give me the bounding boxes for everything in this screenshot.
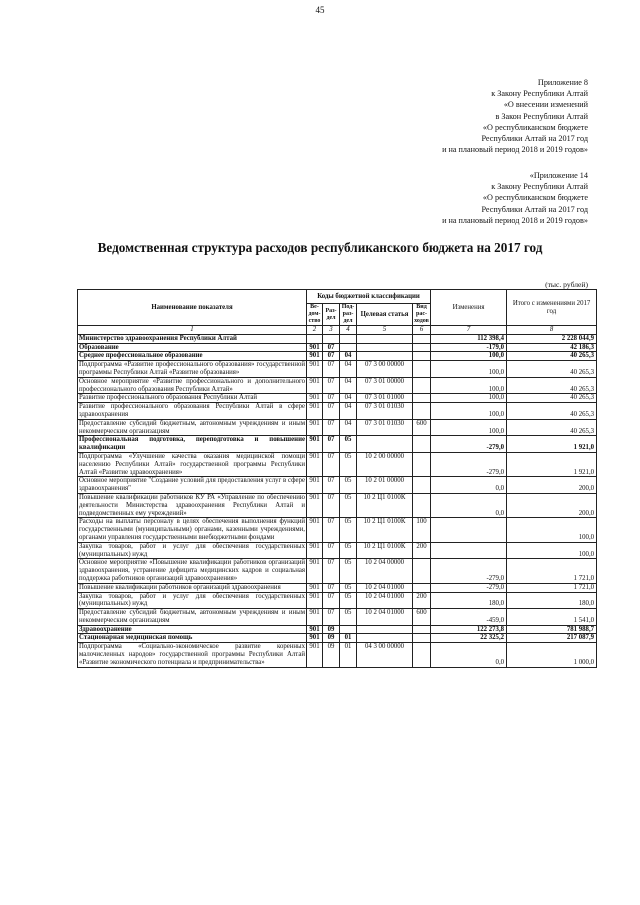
- row-razdel: 09: [323, 643, 340, 667]
- row-ved: 901: [307, 477, 323, 494]
- row-podrazdel: 04: [340, 394, 357, 403]
- row-ved: 901: [307, 493, 323, 517]
- appendix-line: и на плановый период 2018 и 2019 годов»: [442, 145, 588, 155]
- row-target: [357, 343, 413, 352]
- column-number: 7: [431, 326, 507, 335]
- row-total: 1 921,0: [507, 436, 597, 453]
- row-total: 1 721,0: [507, 583, 597, 592]
- row-total: 200,0: [507, 493, 597, 517]
- row-name: Подпрограмма «Улучшение качества оказания медицинской помощи населению Республики Алтай» государственной программы Республики Алтай «Развитие здравоохранения»: [79, 452, 305, 476]
- row-change: -459,0: [431, 609, 507, 626]
- row-total: 40 265,3: [507, 419, 597, 436]
- row-vid: [413, 352, 431, 361]
- row-total: 40 265,3: [507, 361, 597, 378]
- appendix-line: «О внесении изменений: [503, 100, 588, 110]
- row-podrazdel: 04: [340, 377, 357, 394]
- header-vid: Вид рас-ходов: [414, 304, 429, 324]
- row-vid: [413, 643, 431, 667]
- row-razdel: 07: [323, 352, 340, 361]
- appendix-line: «О республиканском бюджете: [482, 193, 588, 203]
- row-total: 1 921,0: [507, 452, 597, 476]
- row-name: Предоставление субсидий бюджетным, автономным учреждениям и иным некоммерческим организациям: [79, 419, 305, 435]
- row-ved: 901: [307, 609, 323, 626]
- header-changes: Изменения: [431, 290, 507, 326]
- row-vid: [413, 394, 431, 403]
- row-vid: [413, 452, 431, 476]
- row-ved: 901: [307, 394, 323, 403]
- table-row: [78, 334, 597, 343]
- header-codes: Коды бюджетной классификации: [307, 290, 431, 304]
- row-name: Основное мероприятие «Повышение квалификации работников организаций здравоохранения, устранение дефицита медицинских кадров и социальная поддержка работников организаций здравоохранения»: [79, 559, 305, 582]
- row-razdel: 07: [323, 592, 340, 609]
- row-target: 07 3 01 01030: [357, 419, 413, 436]
- document-title: Ведомственная структура расходов республиканского бюджета на 2017 год: [97, 240, 543, 255]
- table-row: [78, 625, 597, 634]
- row-change: -179,0: [431, 343, 507, 352]
- row-change: -279,0: [431, 559, 507, 583]
- table-row: [78, 518, 597, 542]
- appendix-line: к Закону Республики Алтай: [491, 182, 588, 192]
- row-target: 10 2 04 01000: [357, 609, 413, 626]
- row-vid: [413, 334, 431, 343]
- row-podrazdel: 05: [340, 493, 357, 517]
- row-podrazdel: 05: [340, 477, 357, 494]
- row-total: 1 000,0: [507, 643, 597, 667]
- row-ved: 901: [307, 361, 323, 378]
- row-vid: [413, 343, 431, 352]
- row-total: 40 265,3: [507, 394, 597, 403]
- row-ved: [307, 334, 323, 343]
- table-row: [78, 343, 597, 352]
- table-row: [78, 559, 597, 583]
- row-vid: 200: [413, 592, 431, 609]
- row-razdel: 07: [323, 609, 340, 626]
- row-ved: 901: [307, 452, 323, 476]
- row-target: 10 2 00 00000: [357, 452, 413, 476]
- row-target: 10 2 Ц1 0100К: [357, 542, 413, 559]
- table-row: [78, 634, 597, 643]
- row-podrazdel: 04: [340, 419, 357, 436]
- table-row: [78, 377, 597, 394]
- row-podrazdel: 05: [340, 592, 357, 609]
- table-row: [78, 609, 597, 626]
- header-total: Итого с изменениями 2017 год: [507, 290, 597, 326]
- row-change: -279,0: [431, 583, 507, 592]
- row-name: Расходы на выплаты персоналу в целях обеспечения выполнения функций государственными (муниципальными) органами, казенными учреждениями, органами управления государственными внебюджетными фондами: [79, 518, 305, 541]
- row-ved: 901: [307, 542, 323, 559]
- appendix-line: Республики Алтай на 2017 год: [481, 204, 588, 214]
- column-number: 5: [357, 326, 413, 335]
- table-row: [78, 352, 597, 361]
- row-ved: 901: [307, 643, 323, 667]
- row-name: Образование: [78, 343, 307, 352]
- row-change: 0,0: [431, 477, 507, 494]
- row-podrazdel: [340, 334, 357, 343]
- appendix-line: и на плановый период 2018 и 2019 годов»: [442, 215, 588, 225]
- row-target: [357, 436, 413, 453]
- row-target: [357, 625, 413, 634]
- row-podrazdel: 04: [340, 361, 357, 378]
- row-target: 07 3 01 01030: [357, 403, 413, 420]
- row-change: 100,0: [431, 352, 507, 361]
- row-change: 100,0: [431, 361, 507, 378]
- appendix-8-reference: [442, 77, 588, 155]
- row-total: 42 186,3: [507, 343, 597, 352]
- row-vid: 600: [413, 609, 431, 626]
- row-razdel: 07: [323, 583, 340, 592]
- row-razdel: 07: [323, 403, 340, 420]
- row-podrazdel: 04: [340, 403, 357, 420]
- table-row: [78, 419, 597, 436]
- row-ved: 901: [307, 559, 323, 583]
- row-target: 10 2 01 00000: [357, 477, 413, 494]
- table-row: [78, 583, 597, 592]
- row-podrazdel: 05: [340, 542, 357, 559]
- row-target: 10 2 Ц1 0100К: [357, 493, 413, 517]
- row-razdel: 09: [323, 625, 340, 634]
- column-number: 3: [323, 326, 340, 335]
- row-target: 04 3 00 00000: [357, 643, 413, 667]
- table-row: [78, 403, 597, 420]
- row-podrazdel: 01: [340, 643, 357, 667]
- row-ved: 901: [307, 377, 323, 394]
- table-row: [78, 592, 597, 609]
- units-label: (тыс. рублей): [545, 280, 588, 289]
- row-change: -279,0: [431, 452, 507, 476]
- table-row: [78, 436, 597, 453]
- appendix-line: Приложение 8: [537, 78, 588, 87]
- table-row: [78, 542, 597, 559]
- row-total: 40 265,3: [507, 377, 597, 394]
- row-total: 100,0: [507, 542, 597, 559]
- row-podrazdel: 05: [340, 583, 357, 592]
- row-total: 200,0: [507, 477, 597, 494]
- row-podrazdel: 05: [340, 436, 357, 453]
- row-ved: 901: [307, 403, 323, 420]
- row-ved: 901: [307, 352, 323, 361]
- row-razdel: 07: [323, 377, 340, 394]
- row-name: Развитие профессионального образования Республики Алтай: [78, 394, 307, 403]
- row-total: 40 265,3: [507, 352, 597, 361]
- column-number: 4: [340, 326, 357, 335]
- header-razdel: Раз-дел: [323, 304, 340, 326]
- row-ved: 901: [307, 436, 323, 453]
- row-vid: [413, 559, 431, 583]
- row-podrazdel: 05: [340, 609, 357, 626]
- row-change: [431, 542, 507, 559]
- column-number: 6: [413, 326, 431, 335]
- row-change: 100,0: [431, 377, 507, 394]
- page-number: 45: [315, 5, 325, 15]
- column-number: 2: [307, 326, 323, 335]
- row-ved: 901: [307, 518, 323, 542]
- row-razdel: 07: [323, 542, 340, 559]
- row-razdel: 07: [323, 361, 340, 378]
- row-target: 07 3 00 00000: [357, 361, 413, 378]
- row-podrazdel: 05: [340, 559, 357, 583]
- row-total: 217 087,9: [507, 634, 597, 643]
- row-name: Стационарная медицинская помощь: [78, 634, 307, 643]
- row-name: Министерство здравоохранения Республики Алтай: [78, 334, 307, 343]
- row-vid: 200: [413, 542, 431, 559]
- row-change: -279,0: [431, 436, 507, 453]
- row-total: 1 541,0: [507, 609, 597, 626]
- row-razdel: 07: [323, 343, 340, 352]
- row-change: 0,0: [431, 643, 507, 667]
- header-name: Наименование показателя: [78, 290, 307, 326]
- row-razdel: 09: [323, 634, 340, 643]
- row-vid: [413, 477, 431, 494]
- table-row: [78, 477, 597, 494]
- row-vid: [413, 625, 431, 634]
- row-vid: [413, 583, 431, 592]
- row-razdel: 07: [323, 436, 340, 453]
- row-name: Предоставление субсидий бюджетным, автономным учреждениям и иным некоммерческим организациям: [79, 609, 305, 624]
- row-target: [357, 334, 413, 343]
- row-vid: [413, 403, 431, 420]
- row-vid: [413, 493, 431, 517]
- row-ved: 901: [307, 625, 323, 634]
- row-change: 100,0: [431, 394, 507, 403]
- row-ved: 901: [307, 583, 323, 592]
- row-podrazdel: 01: [340, 634, 357, 643]
- appendix-line: к Закону Республики Алтай: [491, 89, 588, 99]
- header-podrazdel: Под-раз-дел: [340, 304, 357, 326]
- row-podrazdel: 05: [340, 518, 357, 542]
- row-name: Подпрограмма «Развитие профессионального образования» государственной программы Республики Алтай «Развитие образования»: [79, 361, 305, 376]
- appendix-14-reference: [442, 170, 588, 226]
- row-ved: 901: [307, 592, 323, 609]
- row-podrazdel: 05: [340, 452, 357, 476]
- row-change: 100,0: [431, 419, 507, 436]
- table-row: [78, 643, 597, 667]
- row-podrazdel: [340, 625, 357, 634]
- row-name: Основное мероприятие «Развитие профессионального и дополнительного профессионального образования Республики Алтай»: [79, 377, 305, 393]
- row-change: 0,0: [431, 493, 507, 517]
- table-row: [78, 452, 597, 476]
- row-ved: 901: [307, 419, 323, 436]
- row-target: 07 3 01 00000: [357, 377, 413, 394]
- table-body: [78, 334, 597, 667]
- row-target: 10 2 04 01000: [357, 583, 413, 592]
- row-razdel: 07: [323, 394, 340, 403]
- row-name: Основное мероприятие "Создание условий для предоставления услуг в сфере здравоохранения": [79, 477, 305, 493]
- row-name: Развитие профессионального образования Республики Алтай в сфере здравоохранения: [79, 403, 305, 418]
- row-name: Подпрограмма «Социально-экономическое развитие коренных малочисленных народов» государственной программы Республики Алтай «Развитие экономического потенциала и предпринимательства»: [79, 643, 305, 666]
- row-vid: [413, 377, 431, 394]
- row-target: 10 2 04 01000: [357, 592, 413, 609]
- row-change: 122 273,8: [431, 625, 507, 634]
- row-name: Закупка товаров, работ и услуг для обеспечения государственных (муниципальных) нужд: [79, 592, 305, 608]
- row-razdel: 07: [323, 419, 340, 436]
- row-vid: [413, 634, 431, 643]
- row-target: 10 2 04 00000: [357, 559, 413, 583]
- row-total: 40 265,3: [507, 403, 597, 420]
- row-target: 07 3 01 01000: [357, 394, 413, 403]
- row-name: Здравоохранение: [78, 625, 307, 634]
- row-total: 781 988,7: [507, 625, 597, 634]
- row-change: [431, 518, 507, 542]
- row-total: 2 228 044,9: [507, 334, 597, 343]
- table-row: [78, 493, 597, 517]
- row-vid: [413, 361, 431, 378]
- row-target: 10 2 Ц1 0100К: [357, 518, 413, 542]
- row-total: 1 721,0: [507, 559, 597, 583]
- row-change: 180,0: [431, 592, 507, 609]
- row-total: 180,0: [507, 592, 597, 609]
- row-change: 100,0: [431, 403, 507, 420]
- row-name: Профессиональная подготовка, переподготовка и повышение квалификации: [79, 436, 305, 452]
- header-ved: Ве-дом-ство: [308, 304, 321, 324]
- appendix-line: «Приложение 14: [529, 171, 588, 180]
- row-change: 22 325,2: [431, 634, 507, 643]
- header-target: Целевая статья: [357, 304, 413, 326]
- column-number: 1: [78, 326, 307, 335]
- row-razdel: [323, 334, 340, 343]
- row-change: 112 398,4: [431, 334, 507, 343]
- row-vid: 600: [413, 419, 431, 436]
- row-ved: 901: [307, 343, 323, 352]
- appendix-line: в Закон Республики Алтай: [495, 111, 588, 121]
- row-name: Повышение квалификации работников КУ РА «Управление по обеспечению деятельности Министерства здравоохранения Республики Алтай и подведомственных ему учреждений»: [79, 493, 305, 517]
- row-razdel: 07: [323, 452, 340, 476]
- row-name: Повышение квалификации работников организаций здравоохранения: [78, 583, 307, 592]
- row-razdel: 07: [323, 559, 340, 583]
- row-razdel: 07: [323, 518, 340, 542]
- row-podrazdel: [340, 343, 357, 352]
- row-podrazdel: 04: [340, 352, 357, 361]
- row-name: Закупка товаров, работ и услуг для обеспечения государственных (муниципальных) нужд: [79, 542, 305, 558]
- row-total: 100,0: [507, 518, 597, 542]
- row-target: [357, 352, 413, 361]
- appendix-line: Республики Алтай на 2017 год: [481, 134, 588, 144]
- row-ved: 901: [307, 634, 323, 643]
- row-name: Среднее профессиональное образование: [78, 352, 307, 361]
- column-number: 8: [507, 326, 597, 335]
- expenditure-table: [77, 289, 597, 668]
- row-target: [357, 634, 413, 643]
- appendix-line: «О республиканском бюджете: [482, 122, 588, 132]
- row-razdel: 07: [323, 477, 340, 494]
- row-vid: [413, 436, 431, 453]
- row-vid: 100: [413, 518, 431, 542]
- table-row: [78, 394, 597, 403]
- row-razdel: 07: [323, 493, 340, 517]
- table-row: [78, 361, 597, 378]
